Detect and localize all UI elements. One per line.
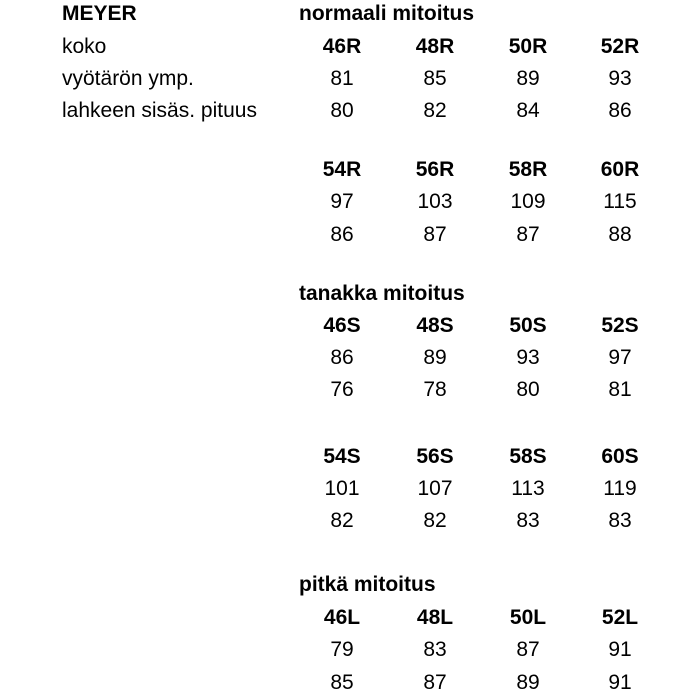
waist-value: 119 <box>603 477 637 500</box>
row-label-waist: vyötärön ymp. <box>62 67 194 90</box>
row-label-inseam: lahkeen sisäs. pituus <box>62 99 257 122</box>
waist-value: 103 <box>417 190 453 213</box>
waist-value: 107 <box>417 477 453 500</box>
waist-value: 79 <box>330 638 354 661</box>
section-title-stout: tanakka mitoitus <box>299 282 465 305</box>
size-label: 56R <box>415 158 455 181</box>
waist-value: 97 <box>608 346 632 369</box>
inseam-value: 82 <box>423 509 447 532</box>
inseam-value: 87 <box>516 223 540 246</box>
inseam-value: 85 <box>330 671 354 694</box>
brand-title: MEYER <box>62 2 137 25</box>
waist-value: 91 <box>608 638 632 661</box>
waist-value: 83 <box>423 638 447 661</box>
size-label: 54S <box>323 445 361 468</box>
waist-value: 101 <box>324 477 360 500</box>
size-label: 46S <box>323 314 361 337</box>
waist-value: 85 <box>423 67 447 90</box>
size-label: 46R <box>322 35 362 58</box>
waist-value: 86 <box>330 346 354 369</box>
inseam-value: 87 <box>423 671 447 694</box>
size-label: 52R <box>600 35 640 58</box>
waist-value: 115 <box>603 190 637 213</box>
inseam-value: 84 <box>516 99 540 122</box>
size-label: 50S <box>509 314 547 337</box>
size-label: 50R <box>508 35 548 58</box>
inseam-value: 91 <box>608 671 632 694</box>
size-label: 54R <box>322 158 362 181</box>
inseam-value: 76 <box>330 378 354 401</box>
size-label: 58S <box>509 445 547 468</box>
size-label: 60S <box>601 445 639 468</box>
inseam-value: 83 <box>516 509 540 532</box>
waist-value: 97 <box>330 190 354 213</box>
inseam-value: 78 <box>423 378 447 401</box>
inseam-value: 86 <box>608 99 632 122</box>
waist-value: 93 <box>516 346 540 369</box>
waist-value: 89 <box>423 346 447 369</box>
size-label: 48S <box>416 314 454 337</box>
waist-value: 87 <box>516 638 540 661</box>
size-label: 48L <box>416 606 454 629</box>
size-label: 56S <box>416 445 454 468</box>
section-title-regular: normaali mitoitus <box>299 2 475 25</box>
inseam-value: 87 <box>423 223 447 246</box>
row-label-size: koko <box>62 35 107 58</box>
inseam-value: 82 <box>330 509 354 532</box>
size-label: 46L <box>323 606 361 629</box>
size-label: 48R <box>415 35 455 58</box>
inseam-value: 89 <box>516 671 540 694</box>
waist-value: 89 <box>516 67 540 90</box>
size-label: 50L <box>509 606 547 629</box>
inseam-value: 83 <box>608 509 632 532</box>
size-label: 60R <box>600 158 640 181</box>
inseam-value: 86 <box>330 223 354 246</box>
size-label: 58R <box>508 158 548 181</box>
inseam-value: 80 <box>330 99 354 122</box>
waist-value: 81 <box>330 67 354 90</box>
inseam-value: 80 <box>516 378 540 401</box>
waist-value: 109 <box>510 190 546 213</box>
waist-value: 93 <box>608 67 632 90</box>
inseam-value: 82 <box>423 99 447 122</box>
inseam-value: 88 <box>608 223 632 246</box>
inseam-value: 81 <box>608 378 632 401</box>
size-label: 52L <box>601 606 639 629</box>
section-title-long: pitkä mitoitus <box>299 573 436 596</box>
waist-value: 113 <box>511 477 545 500</box>
size-label: 52S <box>601 314 639 337</box>
